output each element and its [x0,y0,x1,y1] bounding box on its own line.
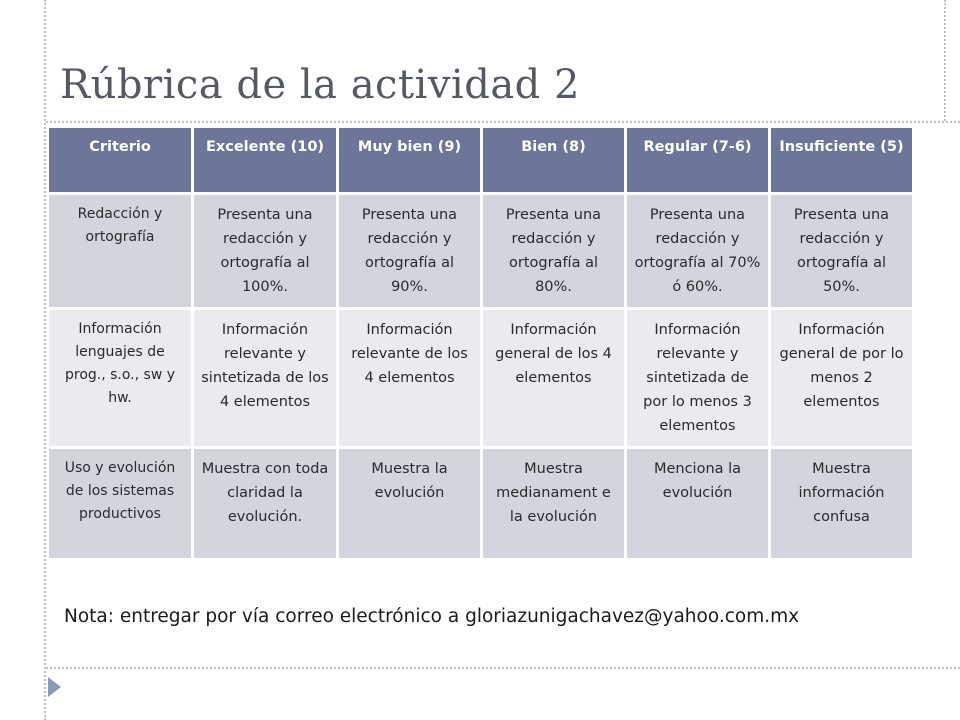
table-row [48,194,914,309]
table-cell: Presenta una redacción y ortografía al 90%. [338,194,482,309]
table-cell: Presenta una redacción y ortografía al 80%. [482,194,626,309]
title-divider [46,121,960,123]
table-cell: Información relevante y sintetizada de los 4 elementos [193,309,338,448]
rubric-table [46,125,915,561]
header-insuficiente: Insuficiente (5) [770,127,914,194]
table-cell: Información general de los 4 elementos [482,309,626,448]
slide-title: Rúbrica de la actividad 2 [60,62,580,108]
criterion-cell: Redacción y ortografía [48,194,193,309]
criterion-cell: Uso y evolución de los sistemas productivos [48,448,193,560]
header-excelente: Excelente (10) [193,127,338,194]
table-row [48,448,914,560]
table-cell: Presenta una redacción y ortografía al 50%. [770,194,914,309]
table-cell: Muestra con toda claridad la evolución. [193,448,338,560]
table-cell: Muestra medianament e la evolución [482,448,626,560]
table-cell: Presenta una redacción y ortografía al 70% ó 60%. [626,194,770,309]
right-dotted-guide [944,0,946,121]
criterion-cell: Información lenguajes de prog., s.o., sw y hw. [48,309,193,448]
table-row [48,309,914,448]
table-cell: Menciona la evolución [626,448,770,560]
table-cell: Información general de por lo menos 2 elementos [770,309,914,448]
triangle-bullet-icon [48,677,61,697]
table-cell: Información relevante de los 4 elementos [338,309,482,448]
header-muy-bien: Muy bien (9) [338,127,482,194]
table-cell: Presenta una redacción y ortografía al 100%. [193,194,338,309]
table-cell: Información relevante y sintetizada de por lo menos 3 elementos [626,309,770,448]
footer-divider [46,667,960,669]
header-criterio: Criterio [48,127,193,194]
table-cell: Muestra la evolución [338,448,482,560]
table-cell: Muestra información confusa [770,448,914,560]
header-bien: Bien (8) [482,127,626,194]
header-row [48,127,914,194]
header-regular: Regular (7-6) [626,127,770,194]
submission-note: Nota: entregar por vía correo electrónico a gloriazunigachavez@yahoo.com.mx [64,606,800,627]
